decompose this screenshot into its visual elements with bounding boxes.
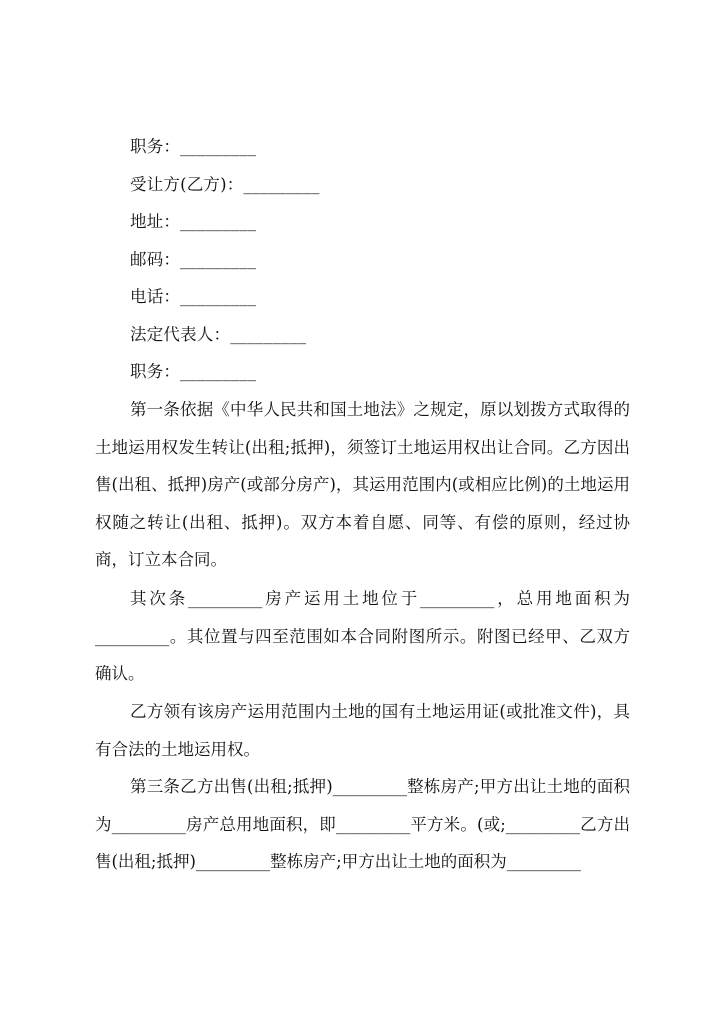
article-1-paragraph: 第一条依据《中华人民共和国土地法》之规定，原以划拨方式取得的土地运用权发生转让(出租;抵押)，须签订土地运用权出让合同。乙方因出售(出租、抵押)房产(或部分房产)，其运用范围内(或相应比例)的土地运用权随之转让(出租、抵押)。双方本着自愿、同等、有偿的原则，经过协商，订立本合同。 (95, 400, 630, 569)
field-position-2: 职务：_________ (130, 362, 257, 381)
field-phone: 电话：_________ (130, 287, 257, 306)
field-transferee: 受让方(乙方)：_________ (130, 175, 320, 194)
field-position: 职务：_________ (130, 137, 257, 156)
land-use-certificate-paragraph: 乙方领有该房产运用范围内土地的国有土地运用证(或批准文件)，具有合法的土地运用权。 (95, 702, 630, 759)
field-legal-representative: 法定代表人：_________ (130, 325, 307, 344)
field-postcode: 邮码：_________ (130, 250, 257, 269)
article-2-paragraph: 其次条_________房产运用土地位于_________，总用地面积为_________。其位置与四至范围如本合同附图所示。附图已经甲、乙双方确认。 (95, 589, 630, 683)
field-address: 地址：_________ (130, 212, 257, 231)
article-3-paragraph: 第三条乙方出售(出租;抵押)_________整栋房产;甲方出让土地的面积为_________房产总用地面积，即_________平方米。(或;_________乙方出售(出租;抵押)_________整栋房产;甲方出让土地的面积为_________ (95, 777, 630, 871)
